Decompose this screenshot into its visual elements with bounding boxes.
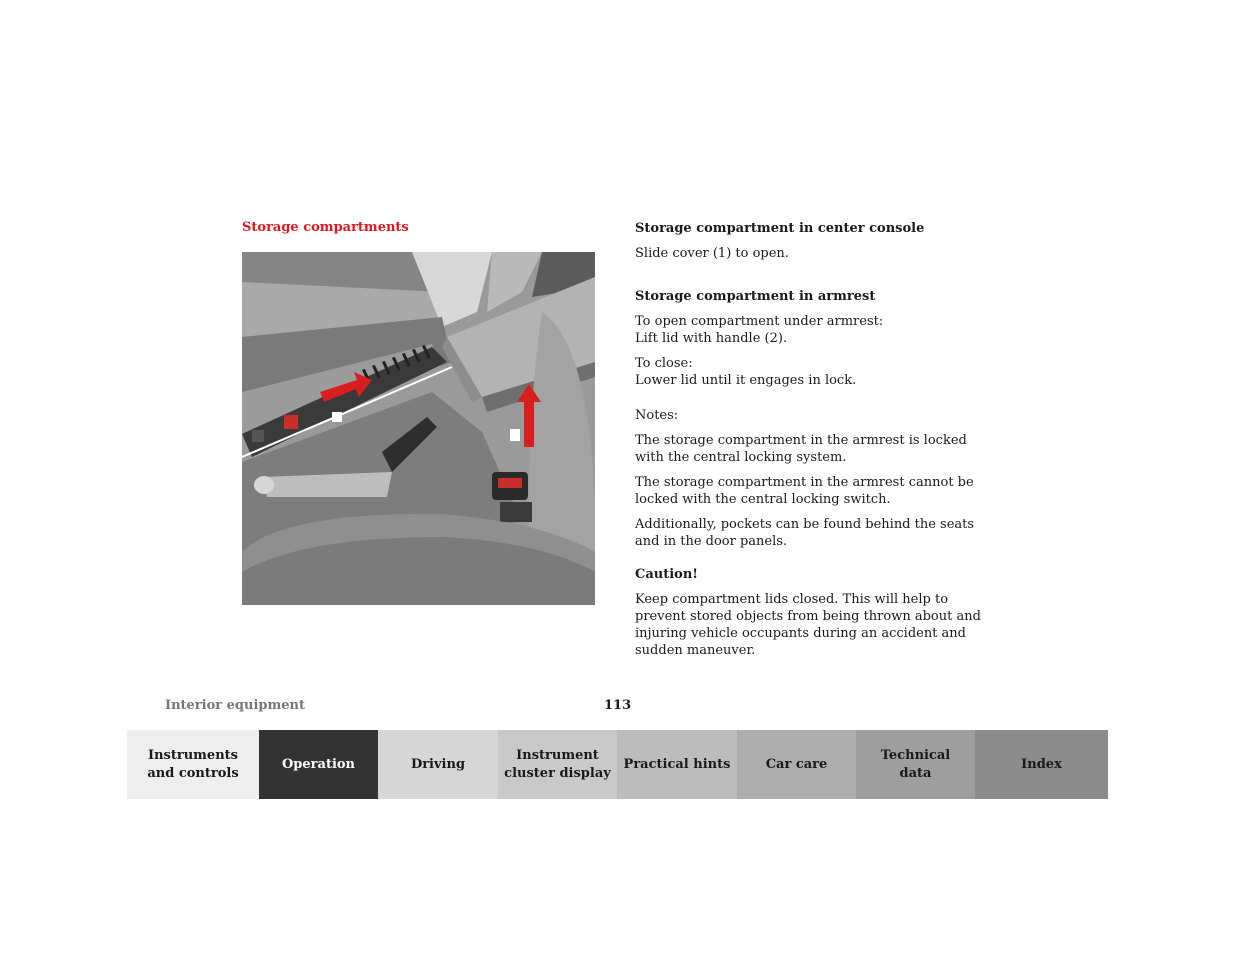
center-console-heading: Storage compartment in center console bbox=[635, 221, 925, 236]
tab-label-line2: cluster display bbox=[504, 765, 611, 781]
tab-label: Index bbox=[1021, 756, 1062, 772]
armrest-close-instructions bbox=[635, 355, 995, 389]
armrest-close-line2: Lower lid until it engages in lock. bbox=[635, 373, 857, 388]
page-number: 113 bbox=[604, 698, 632, 713]
section-title: Storage compartments bbox=[242, 220, 409, 235]
armrest-open-line2: Lift lid with handle (2). bbox=[635, 331, 788, 346]
tab-index[interactable] bbox=[975, 730, 1108, 799]
center-console-drawing bbox=[242, 252, 595, 605]
callout-1-marker bbox=[332, 412, 342, 422]
armrest-heading: Storage compartment in armrest bbox=[635, 289, 876, 304]
tab-technical-data[interactable] bbox=[856, 730, 975, 799]
armrest-close-line1: To close: bbox=[635, 356, 693, 371]
tab-label-line1: Instruments bbox=[148, 747, 238, 763]
tab-instruments-and-controls[interactable] bbox=[127, 730, 259, 799]
center-console-illustration bbox=[242, 252, 595, 605]
tab-instrument-cluster-display[interactable] bbox=[498, 730, 617, 799]
tab-car-care[interactable] bbox=[737, 730, 856, 799]
caution-heading: Caution! bbox=[635, 567, 698, 582]
notes-label: Notes: bbox=[635, 408, 679, 423]
note-3: Additionally, pockets can be found behind the seats and in the door panels. bbox=[635, 517, 975, 549]
note-1: The storage compartment in the armrest is locked with the central locking system. bbox=[635, 433, 967, 465]
tab-label-line1: Instrument bbox=[516, 747, 599, 763]
tab-label: Operation bbox=[281, 756, 356, 772]
content-column bbox=[635, 220, 995, 667]
tab-label bbox=[147, 747, 238, 783]
center-console-text: Slide cover (1) to open. bbox=[635, 246, 789, 261]
note-2: The storage compartment in the armrest cannot be locked with the central locking switch. bbox=[635, 475, 974, 507]
callout-2-marker bbox=[510, 429, 520, 441]
tab-operation[interactable] bbox=[259, 730, 378, 799]
armrest-open-instructions bbox=[635, 313, 995, 347]
tab-label-line1: Technical bbox=[880, 747, 951, 763]
tab-driving[interactable] bbox=[378, 730, 498, 799]
footer-section-name: Interior equipment bbox=[165, 698, 305, 713]
tab-label: Car care bbox=[765, 756, 828, 772]
tab-label-line2: data bbox=[899, 765, 932, 781]
chapter-navigation bbox=[127, 730, 1108, 799]
armrest-open-line1: To open compartment under armrest: bbox=[635, 314, 884, 329]
caution-text: Keep compartment lids closed. This will help to prevent stored objects from being thrown about and injuring vehicle occupants during an accident and sudden maneuver. bbox=[635, 592, 981, 658]
tab-label: Practical hints bbox=[623, 756, 731, 772]
tab-practical-hints[interactable] bbox=[617, 730, 737, 799]
tab-label bbox=[881, 747, 951, 783]
tab-label bbox=[504, 747, 611, 783]
tab-label: Driving bbox=[410, 756, 466, 772]
tab-label-line2: and controls bbox=[147, 765, 239, 781]
